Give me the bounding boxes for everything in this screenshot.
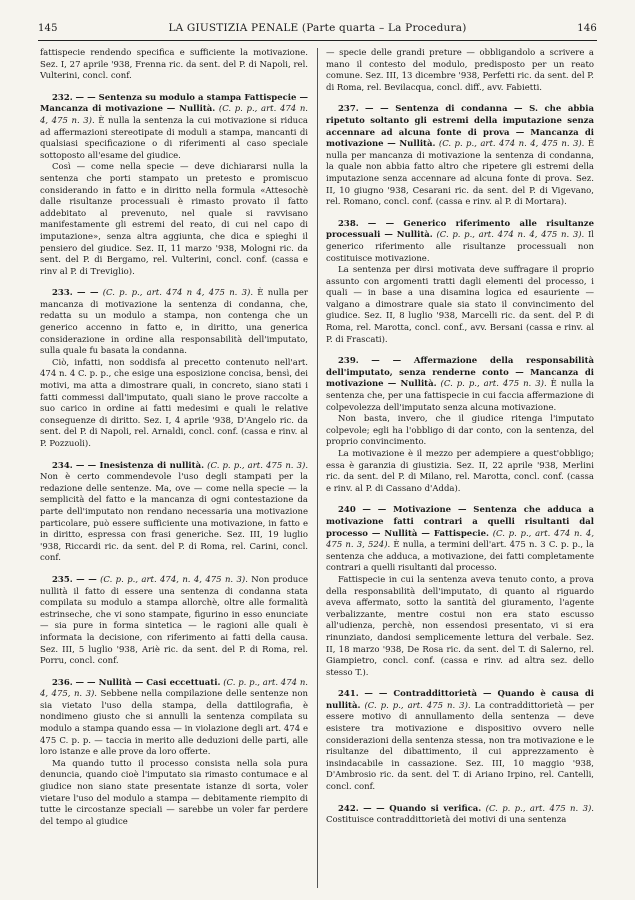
maxim-241 — [326, 689, 594, 793]
maxim-number: 236. — [52, 677, 73, 688]
journal-title: LA GIUSTIZIA PENALE (Parte quarta – La Procedura) — [168, 22, 467, 34]
left-column — [40, 48, 308, 888]
maxim-number: 232. — [52, 92, 73, 103]
maxim-text: È nulla la sentenza la cui motivazione si riduca ad affermazioni stereotipate di moduli a stampa, mancanti di qualsiasi specificazione o di riferimenti al caso speciale sottoposto all'esame del giudice. — [40, 115, 308, 161]
maxim-239 — [326, 356, 594, 495]
page-number-left: 145 — [38, 23, 58, 34]
maxim-rubric: — — Motivazione — Sentenza che adduca a motivazione fatti contrari a quelli risultanti dal processo — Nullità — Fattispecie. — [326, 505, 594, 539]
maxim-paragraph: Ma quando tutto il processo consista nella sola pura denuncia, quando cioè l'imputato sia rimasto contumace e al giudice non siano state presentate istanze di sorta, voler vietare l'uso del modulo a stampa — debitamente riempito di tutte le circostanze speciali — sarebbe un voler far perdere del tempo al giudice — [40, 758, 308, 827]
maxim-reference: (C. p. p., art. 474 n. 4, 475 n. 3). — [40, 104, 308, 126]
maxim-reference: (C. p. p., art. 474 n. 4, 475, n. 3). — [40, 677, 308, 700]
maxim-reference: (C. p. p., art. 475 n. 3). — [440, 379, 547, 390]
maxim-number: 237. — [338, 104, 359, 115]
maxim-rubric: — — — [76, 288, 99, 299]
maxim-reference: (C. p. p., art. 475 n. 3). — [364, 700, 471, 711]
maxim-text: Non è certo commendevole l'uso degli stampati per la redazione delle sentenze. Ma, ove — come nella specie — la semplicità del fatto e la mancanza di ogni contestazione da parte dell'imputato non rendano necessaria una motivazione particolare, può essere sufficiente una motivazione, in fatto e in diritto, espressa con frasi generiche. Sez. III, 19 luglio '938, Riccardi ric. da sent. del P. di Roma, rel. Carini, concl. conf. — [40, 472, 308, 564]
continued-text: — specie delle grandi preture — obbligandolo a scrivere a mano il contesto del modulo, predisposto per un reato comune. Sez. III, 13 dicembre '938, Perfetti ric. da sent. del P. di Roma, rel. Bevilacqua, concl. diff., avv. Fabietti. — [326, 48, 594, 93]
maxim-paragraph: Ciò, infatti, non soddisfa al precetto contenuto nell'art. 474 n. 4 C. p. p., che esige una esposizione concisa, bensì, dei motivi, ma atta a dimostrare quali, in concreto, siano stati i fatti commessi dall'imputato, quali siano le prove raccolte a suo carico in ordine ai fatti medesimi e quali le relative conseguenze di diritto. Sez. I, 4 aprile '938, D'Angelo ric. da sent. del P. di Napoli, rel. Arnaldi, concl. conf. (cassa e rinv. al P. Pozzuoli). — [40, 357, 308, 449]
maxim-paragraph: La sentenza per dirsi motivata deve suffragare il proprio assunto con argomenti tratti dagli elementi del processo, i quali — in base a una disamina logica ed esauriente — valgano a dimostrare quale sia stato il convincimento del giudice. Sez. II, 8 luglio '938, Marcelli ric. da sent. del P. di Roma, rel. Marotta, concl. conf., avv. Bersani (cassa e rinv. al P. di Frascati). — [326, 265, 594, 345]
maxim-reference: (C. p. p., art. 475 n. 3). — [207, 460, 308, 471]
continued-text: fattispecie rendendo specifica e sufficiente la motivazione. Sez. I, 27 aprile '938, Frenna ric. da sent. del P. di Napoli, rel. Vulterini, concl. conf. — [40, 48, 308, 82]
maxim-reference: (C. p. p., art. 474 n. 4, 475 n. 3). — [438, 139, 585, 150]
maxim-text: Non produce nullità il fatto di essere una sentenza di condanna stata compilata su modulo a stampa allorchè, oltre alle formalità estrinseche, che vi sono stampate, figurino in esso enunciate — sia pure in forma sintetica — le ragioni alle quali è informata la decisione, con riferimento ai fatti della causa. Sez. III, 5 luglio '938, Ariè ric. da sent. del P. di Roma, rel. Porru, concl. conf. — [40, 574, 308, 667]
maxim-number: 239. — [338, 356, 359, 367]
maxim-number: 233. — [52, 288, 73, 299]
maxim-rubric: — — Quando si verifica. — [363, 803, 482, 814]
maxim-reference: (C. p. p., art. 474 n 4, 475 n. 3). — [102, 288, 254, 299]
maxim-238 — [326, 219, 594, 347]
page-number-right: 146 — [577, 23, 597, 34]
maxim-reference: (C. p. p., art. 474 n. 4, 475 n. 3, 524). — [326, 528, 594, 551]
maxim-234 — [40, 461, 308, 565]
maxim-text: Costituisce contraddittorietà dei motivi di una sentenza — [326, 815, 567, 826]
maxim-number: 242. — [338, 803, 359, 814]
running-header — [38, 22, 597, 38]
maxim-number: 238. — [338, 218, 359, 229]
maxim-rubric: — — Contraddittorietà — Quando è causa di nullità. — [326, 689, 594, 711]
maxim-number: 235. — [52, 574, 73, 585]
maxim-235 — [40, 575, 308, 668]
maxim-text: È nulla la sentenza che, per una fattispecie in cui faccia affermazione di colpevolezza dell'imputato senza alcuna motivazione. — [326, 379, 594, 413]
maxim-rubric: — — — [76, 574, 97, 585]
maxim-text: È nulla, a termini dell'art. 475 n. 3 C. p. p., la sentenza che adduca, a motivazione, dei fatti completamente contrari a quelli risultanti dal processo. — [326, 540, 594, 574]
maxim-reference: (C. p. p., art. 474, n. 4, 475 n. 3). — [100, 574, 248, 585]
maxim-paragraph: Non basta, invero, che il giudice ritenga l'imputato colpevole; egli ha l'obbligo di dar conto, con la sentenza, del proprio convincimento. — [326, 414, 594, 448]
maxim-rubric: — — Affermazione della responsabilità dell'imputato, senza renderne conto — Mancanza di motivazione — Nullità. — [326, 356, 594, 390]
maxim-rubric: — — Sentenza di condanna — S. che abbia ripetuto soltanto gli estremi della imputazione senza accennare ad alcuna fonte di prova — Mancanza di motivazione — Nullità. — [326, 104, 594, 150]
maxim-number: 241. — [338, 689, 359, 700]
maxim-text: È nulla per mancanza di motivazione la sentenza di condanna, che, redatta su un modulo a stampa, non contenga che un generico accenno in fatto e, in diritto, una generica considerazione in ordine alla responsabilità dell'imputato, sulla quale fu basata la condanna. — [40, 288, 308, 357]
maxim-240 — [326, 505, 594, 679]
maxim-236 — [40, 678, 308, 829]
maxim-text: È nulla per mancanza di motivazione la sentenza di condanna, la quale non abbia fatto altro che ripetere gli estremi della imputazione senza accennare ad alcuna fonte di prova. Sez. II, 10 giugno '938, Cesarani ric. da sent. del P. di Vigevano, rel. Romano, concl. conf. (cassa e rinv. al P. di Mortara). — [326, 139, 594, 208]
maxim-rubric: — — Nullità — Casi eccettuati. — [75, 677, 221, 688]
maxim-text: Il generico riferimento alle risultanze processuali non costituisce motivazione. — [326, 230, 594, 264]
maxim-237 — [326, 104, 594, 208]
maxim-233 — [40, 288, 308, 450]
maxim-paragraph: Così — come nella specie — deve dichiararsi nulla la sentenza che porti stampato un pretesto e promiscuo considerando in fatto e in diritto nella formula «Attesochè dalle risultanze processuali è rimasto provato il fatto addebitato al prevenuto, nel quale si ravvisano manifestamente gli estremi del reato, di cui nel capo di imputazione», senza altra aggiunta, che dica e spieghi il pensiero del giudice. Sez. II, 11 marzo '938, Mologni ric. da sent. del P. di Bergamo, rel. Vulterini, concl. conf. (cassa e rinv al P. di Treviglio). — [40, 162, 308, 277]
right-column — [326, 48, 594, 888]
maxim-text: Sebbene nella compilazione delle sentenze non sia vietato l'uso della stampa, della dattilografia, è nondimeno giusto che si annulli la sentenza compilata su modulo a stampa quando essa — in violazione degli art. 474 e 475 C. p. p. — taccia in merito alle deduzioni delle parti, alle loro istanze e alle prove da loro offerte. — [40, 689, 308, 758]
maxim-number: 234. — [52, 460, 73, 471]
maxim-number: 240 — [338, 505, 356, 516]
maxim-paragraph: Fattispecie in cui la sentenza aveva tenuto conto, a prova della responsabilità dell'imputato, di quanto al riguardo aveva affermato, sotto la santità del giuramento, l'agente verbalizzante, mentre costui non era stato escusso all'udienza, perchè, non essendosi presentato, vi si era rinunziato, dandosi semplicemente lettura del verbale. Sez. II, 18 marzo '938, De Rosa ric. da sent. del T. di Salerno, rel. Giampietro, concl. conf. (cassa e rinv. ad altra sez. dello stesso T.). — [326, 574, 594, 678]
column-divider — [317, 48, 318, 888]
maxim-reference: (C. p. p., art. 475 n. 3). — [485, 803, 594, 814]
header-rule — [38, 40, 597, 41]
maxim-232 — [40, 93, 308, 279]
maxim-rubric: — — Sentenza su modulo a stampa Fattispecie — Mancanza di motivazione — Nullità. — [40, 92, 308, 115]
maxim-rubric: — — Generico riferimento alle risultanze processuali — Nullità. — [326, 218, 594, 241]
maxim-paragraph: La motivazione è il mezzo per adempiere a quest'obbligo; essa è garanzia di giustizia. Sez. II, 22 aprile '938, Merlini ric. da sent. del P. di Milano, rel. Marotta, concl. conf. (cassa e rinv. al P. di Cassano d'Adda). — [326, 449, 594, 494]
maxim-rubric: — — Inesistenza di nullità. — [75, 460, 205, 471]
maxim-text: La contraddittorietà — per essere motivo di annullamento della sentenza — deve esistere tra motivazione e dispositivo ovvero nelle considerazioni della sentenza stessa, non tra motivazione e le risultanze del dibattimento, il cui apprezzamento è insindacabile in cassazione. Sez. III, 10 maggio '938, D'Ambrosio ric. da sent. del T. di Ariano Irpino, rel. Cantelli, concl. conf. — [326, 700, 594, 793]
maxim-reference: (C. p. p., art. 474 n. 4, 475 n. 3). — [436, 230, 585, 241]
maxim-242 — [326, 804, 594, 827]
